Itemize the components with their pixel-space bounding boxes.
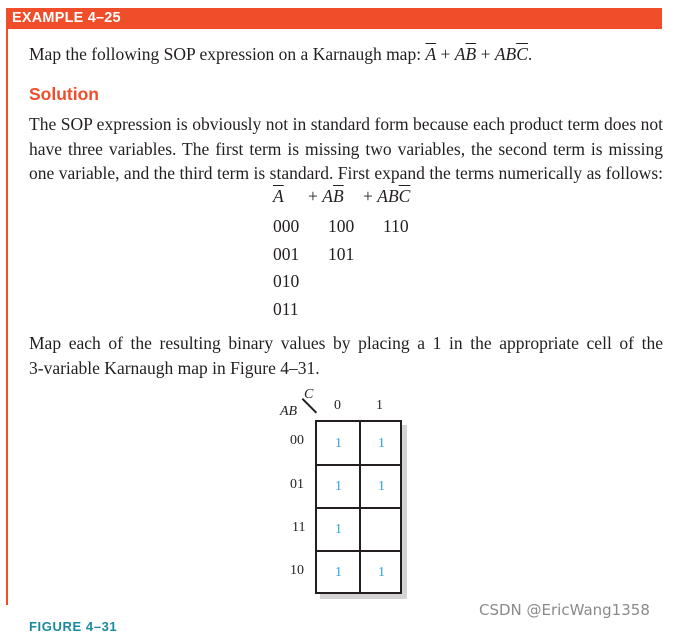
plus-sign: +: [476, 44, 495, 64]
expansion-header-term3: [363, 186, 410, 207]
solution-heading: Solution: [29, 84, 99, 104]
kmap-col-label: 0: [334, 398, 341, 413]
header-term-a: A: [322, 186, 333, 206]
binary-value: 101: [328, 244, 355, 264]
term-a: A: [454, 44, 466, 64]
term-c-bar: $\overline{C}$: [516, 44, 528, 64]
header-term-a-bar: $\overline{A}$: [273, 186, 284, 206]
header-term-b-bar: $\overline{B}$: [332, 186, 344, 206]
binary-value: 110: [383, 216, 409, 236]
period: .: [527, 44, 533, 64]
kmap-cell-10-1: 1: [378, 564, 385, 580]
watermark: CSDN @EricWang1358: [479, 601, 650, 619]
left-accent-rule: [6, 29, 8, 605]
header-term-c-bar: $\overline{C}$: [398, 186, 411, 206]
kmap-col-variable: C: [304, 387, 314, 402]
binary-value: 100: [328, 216, 355, 236]
prompt-text: Map the following SOP expression on a Karnaugh map:: [29, 44, 426, 64]
figure-label: FIGURE 4–31: [29, 619, 118, 634]
header-term-ab: AB: [377, 186, 399, 206]
solution-paragraph-1: [29, 112, 663, 186]
term-a-bar: $\overline{A}$: [425, 44, 437, 64]
kmap-col-label: 1: [376, 398, 383, 413]
solution-paragraph-2: [29, 331, 663, 380]
kmap-grid: [315, 420, 402, 594]
term-ab: AB: [494, 44, 517, 64]
plus-sign: +: [363, 186, 378, 206]
kmap-row-label: 00: [290, 433, 304, 448]
binary-value: 000: [273, 216, 300, 236]
example-header-bar: [6, 8, 662, 29]
problem-statement: [29, 44, 532, 65]
expansion-header-term2: [308, 186, 344, 207]
paragraph-line: one variable, and the third term is standard. First expand the terms numerically as follows:: [29, 163, 663, 183]
plus-sign: +: [308, 186, 323, 206]
kmap-cell-01-1: 1: [378, 478, 385, 494]
binary-value: 010: [273, 271, 300, 291]
binary-value: 001: [273, 244, 300, 264]
plus-sign: +: [436, 44, 455, 64]
expansion-header: [273, 186, 284, 207]
kmap-cell-11-0: 1: [335, 521, 342, 537]
kmap-cell-00-1: 1: [378, 435, 385, 451]
term-b-bar: $\overline{B}$: [465, 44, 477, 64]
kmap-cell-00-0: 1: [335, 435, 342, 451]
paragraph-line: 3-variable Karnaugh map in Figure 4–31.: [29, 357, 320, 378]
binary-value: 011: [273, 299, 299, 319]
paragraph-line: The SOP expression is obviously not in standard form because each product term does not: [29, 114, 663, 134]
kmap-row-variable: AB: [280, 404, 298, 419]
kmap-cell-01-0: 1: [335, 478, 342, 494]
kmap-cell-11-1: [360, 508, 403, 551]
kmap-cell-10-0: 1: [335, 564, 342, 580]
example-title: EXAMPLE 4–25: [12, 10, 121, 26]
paragraph-line: Map each of the resulting binary values by placing a 1 in the appropriate cell of the: [29, 333, 663, 353]
kmap-row-label: 10: [290, 563, 304, 578]
kmap-row-label: 01: [290, 477, 304, 492]
kmap-row-label: 11: [292, 520, 306, 535]
paragraph-line: have three variables. The first term is missing two variables, the second term is missing: [29, 138, 663, 159]
